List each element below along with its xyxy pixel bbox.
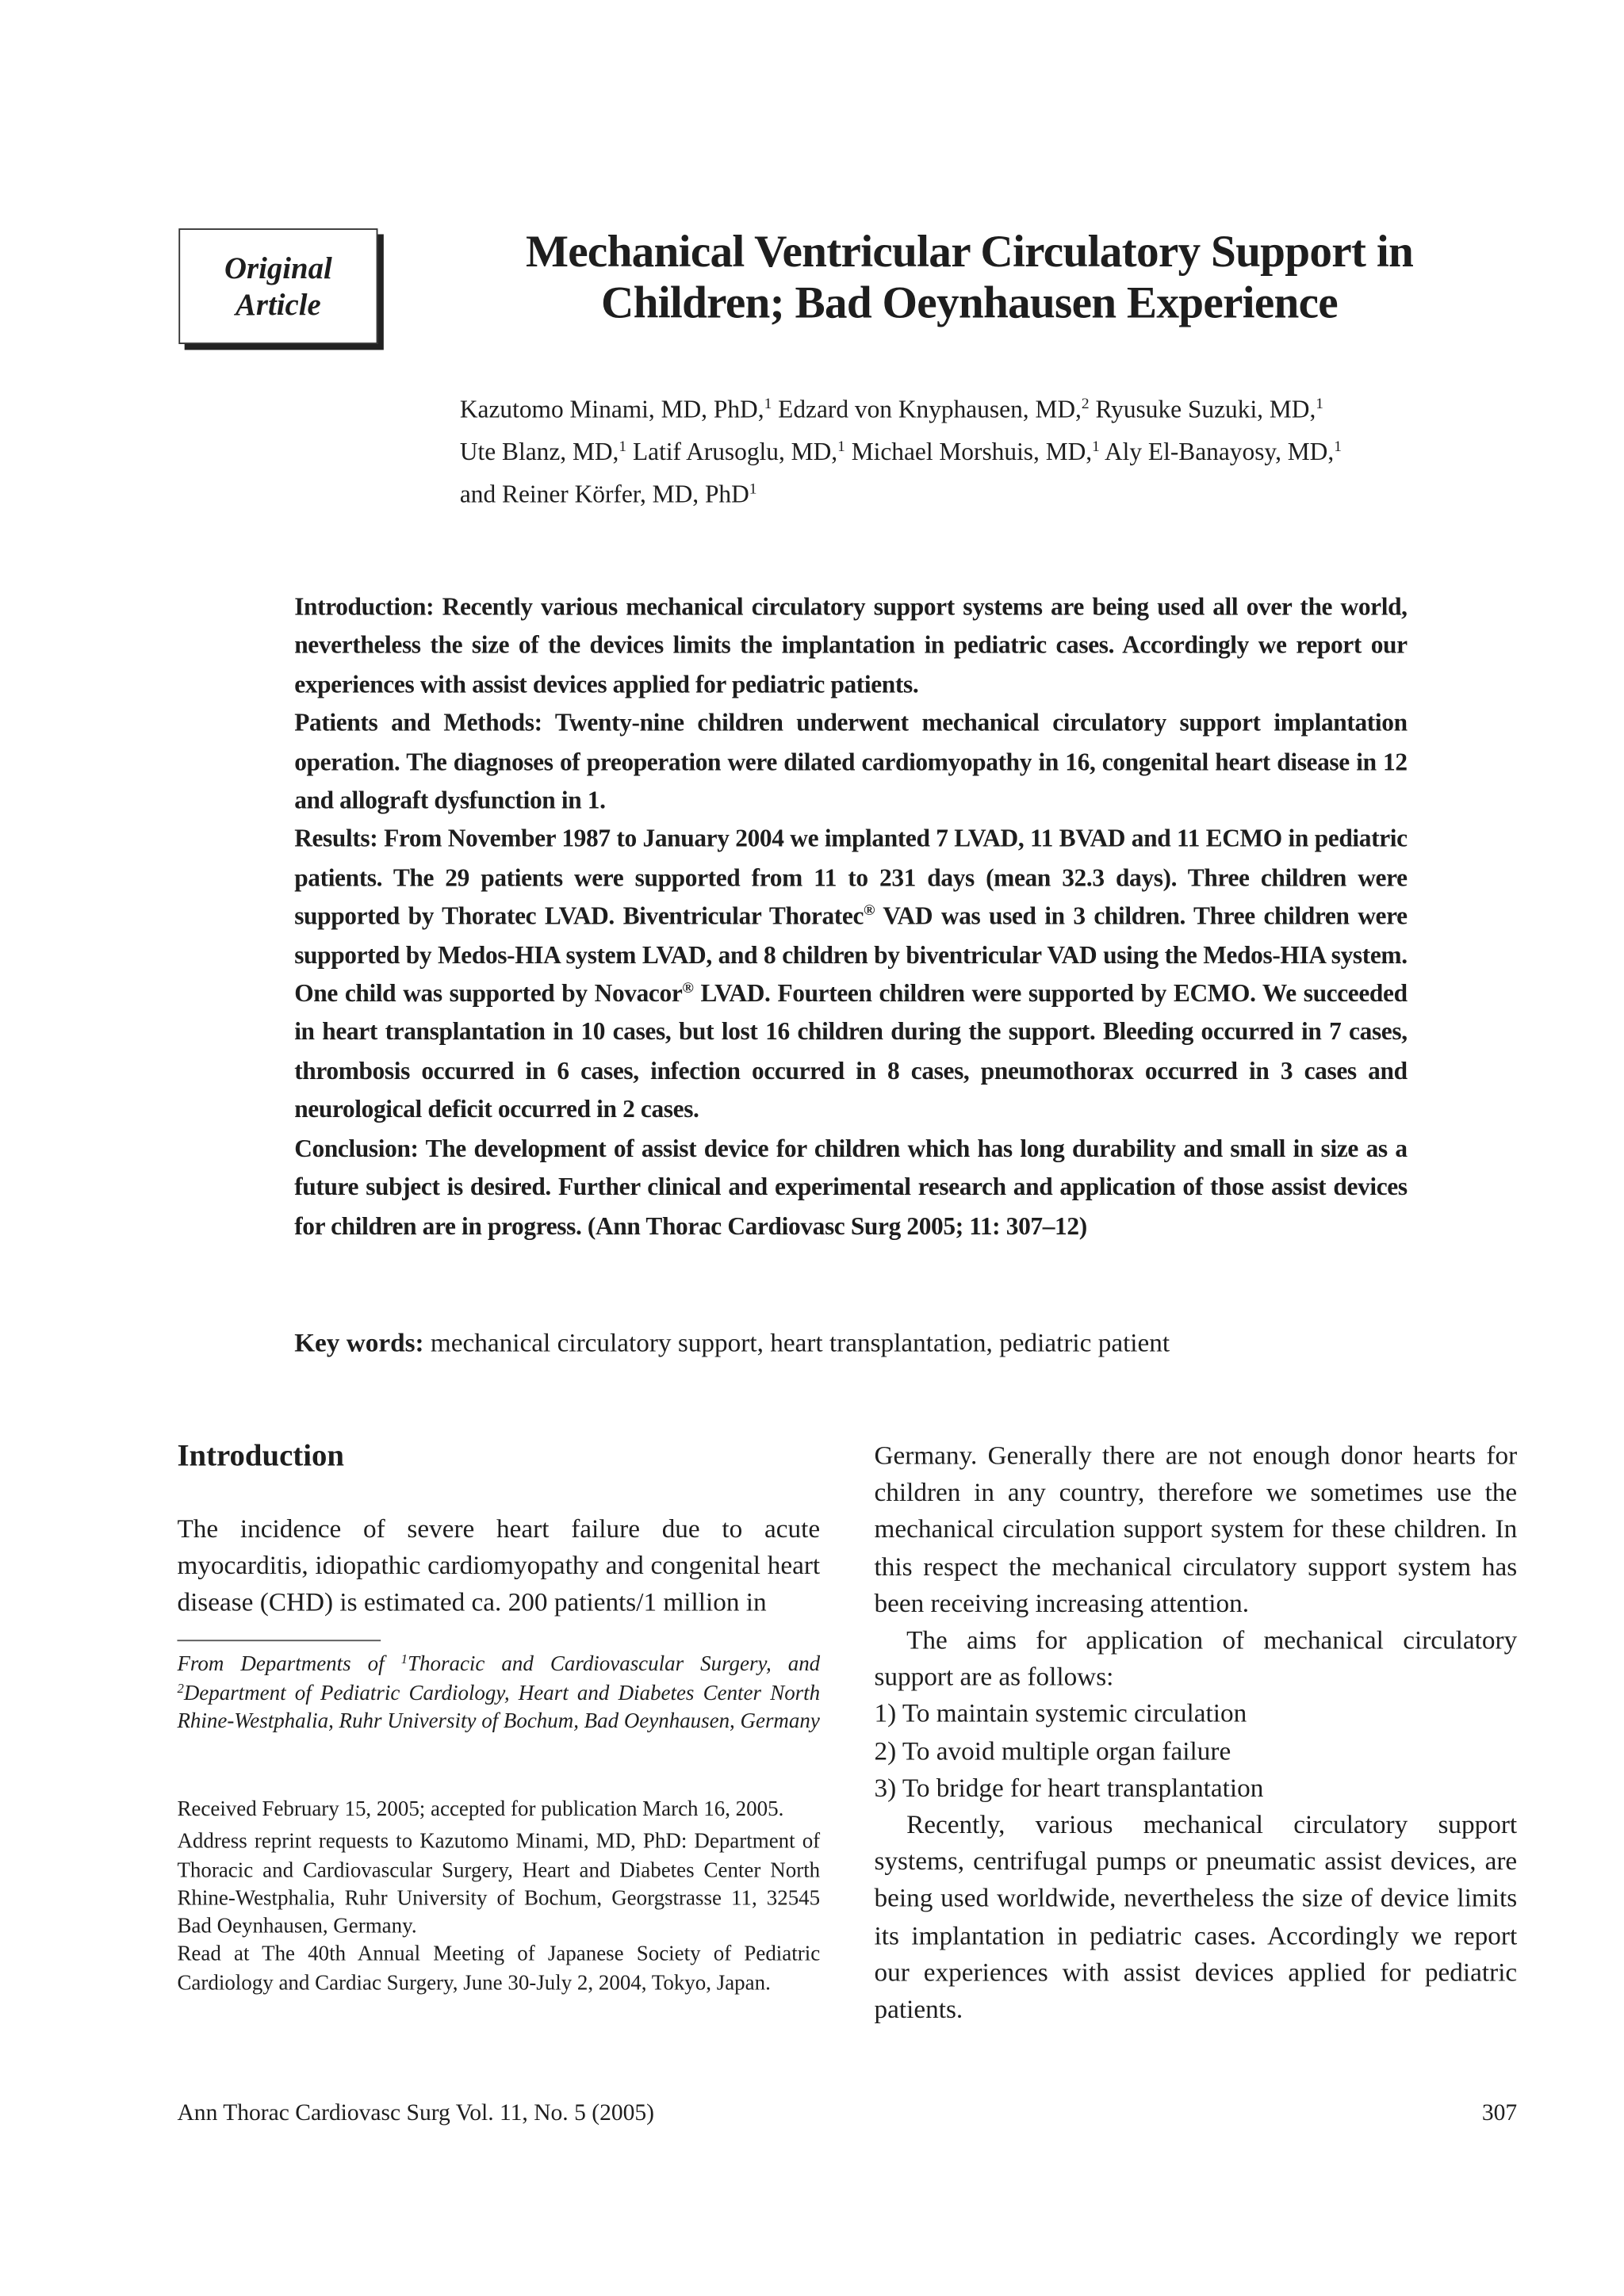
aims-item-1: 1) To maintain systemic circulation [874,1698,1247,1728]
intro-paragraph-3: The aims for application of mechanical circulatory support are as follows: [874,1624,1518,1692]
aims-item-3: 3) To bridge for heart transplantation [874,1773,1264,1802]
intro-paragraph-2: Germany. Generally there are not enough donor hearts for children in any country, therefore we sometimes use the mechanical circulation support system for these children. In this respect the mechanical circulatory support system has been receiving increasing attention. [874,1441,1518,1618]
keywords-label: Key words: [294,1327,424,1357]
abstract-conclusion: Conclusion: The development of assist device for children which has long durability and small in size as a future subject is desired. Further clinical and experimental research and application of those assist devices for children are in progress. (Ann Thorac Cardiovasc Surg 2005; 11: 307–12) [294,1134,1408,1240]
author-line-2: Ute Blanz, MD,$^1$ Latif Arusoglu, MD,$^1$ Michael Morshuis, MD,$^1$ Aly El-Banayosy, MD,$^1$ [459,438,1342,466]
intro-right-column [874,1437,1517,2028]
keywords [294,1323,1407,1361]
affiliation-note: From Departments of $^1$Thoracic and Cardiovascular Surgery, and $^2$Department of Pediatric Cardiology, Heart and Diabetes Center North Rhine-Westphalia, Ruhr University of Bochum, Bad Oeynhausen, Germany [177,1651,821,1734]
received-note: Received February 15, 2005; accepted for publication March 16, 2005. [177,1797,784,1822]
author-line-3: and Reiner Körfer, MD, PhD$^1$ [459,480,757,508]
intro-paragraph-4: Recently, various mechanical circulatory support systems, centrifugal pumps or pneumatic assist devices, are being used worldwide, nevertheless the size of device limits its implantation in pediatric cases. Accordingly we report our experiences with assist devices applied for pediatric patients. [874,1809,1518,2024]
article-type-box [178,228,377,344]
address-note: Address reprint requests to Kazutomo Minami, MD, PhD: Department of Thoracic and Cardiovascular Surgery, Heart and Diabetes Center North Rhine-Westphalia, Ruhr University of Bochum, Georgstrasse 11, 32545 Bad Oeynhausen, Germany. [177,1830,821,1939]
abstract-methods: Patients and Methods: Twenty-nine children underwent mechanical circulatory support implantation operation. The diagnoses of preoperation were dilated cardiomyopathy in 16, congenital heart disease in 12 and allograft dysfunction in 1. [294,709,1408,814]
meeting-note: Read at The 40th Annual Meeting of Japanese Society of Pediatric Cardiology and Cardiac Surgery, June 30-July 2, 2004, Tokyo, Japan. [177,1943,821,1996]
intro-left-column [177,1511,820,1622]
article-title [439,225,1500,327]
abstract-results: Results: From November 1987 to January 2004 we implanted 7 LVAD, 11 BVAD and 11 ECMO in pediatric patients. The 29 patients were supported from 11 to 231 days (mean 32.3 days). Three children were supported by Thoratec LVAD. Biventricular Thoratec® VAD was used in 3 children. Three children were supported by Medos-HIA system LVAD, and 8 children by biventricular VAD using the Medos-HIA system. One child was supported by Novacor® LVAD. Fourteen children were supported by ECMO. We succeeded in heart transplantation in 10 cases, but lost 16 children during the support. Bleeding occurred in 7 cases, thrombosis occurred in 6 cases, infection occurred in 8 cases, pneumothorax occurred in 3 cases and neurological deficit occurred in 2 cases. [294,825,1408,1123]
abstract [294,588,1407,1246]
section-heading-introduction: Introduction [177,1437,344,1473]
publication-notes [177,1797,820,1999]
article-type-line2: Article [236,286,321,322]
footer-journal-citation: Ann Thorac Cardiovasc Surg Vol. 11, No. 5 (2005) [177,2101,655,2126]
footnote-rule [177,1640,381,1641]
intro-paragraph-1: The incidence of severe heart failure due to acute myocarditis, idiopathic cardiomyopathy and congenital heart disease (CHD) is estimated ca. 200 patients/1 million in [177,1513,821,1617]
title-line2: Children; Bad Oeynhausen Experience [601,277,1338,328]
footer-page-number: 307 [1481,2101,1518,2126]
abstract-introduction: Introduction: Recently various mechanical circulatory support systems are being used all over the world, nevertheless the size of the devices limits the implantation in pediatric cases. Accordingly we report our experiences with assist devices applied for pediatric patients. [294,592,1408,698]
author-line-1: Kazutomo Minami, MD, PhD,$^1$ Edzard von Knyphausen, MD,$^2$ Ryusuke Suzuki, MD,$^1$ [459,395,1324,423]
title-line1: Mechanical Ventricular Circulatory Support in [525,225,1414,277]
author-list [460,388,1470,515]
aims-item-2: 2) To avoid multiple organ failure [874,1735,1231,1766]
article-type-line1: Original [224,249,332,285]
keywords-text: mechanical circulatory support, heart transplantation, pediatric patient [430,1327,1170,1357]
